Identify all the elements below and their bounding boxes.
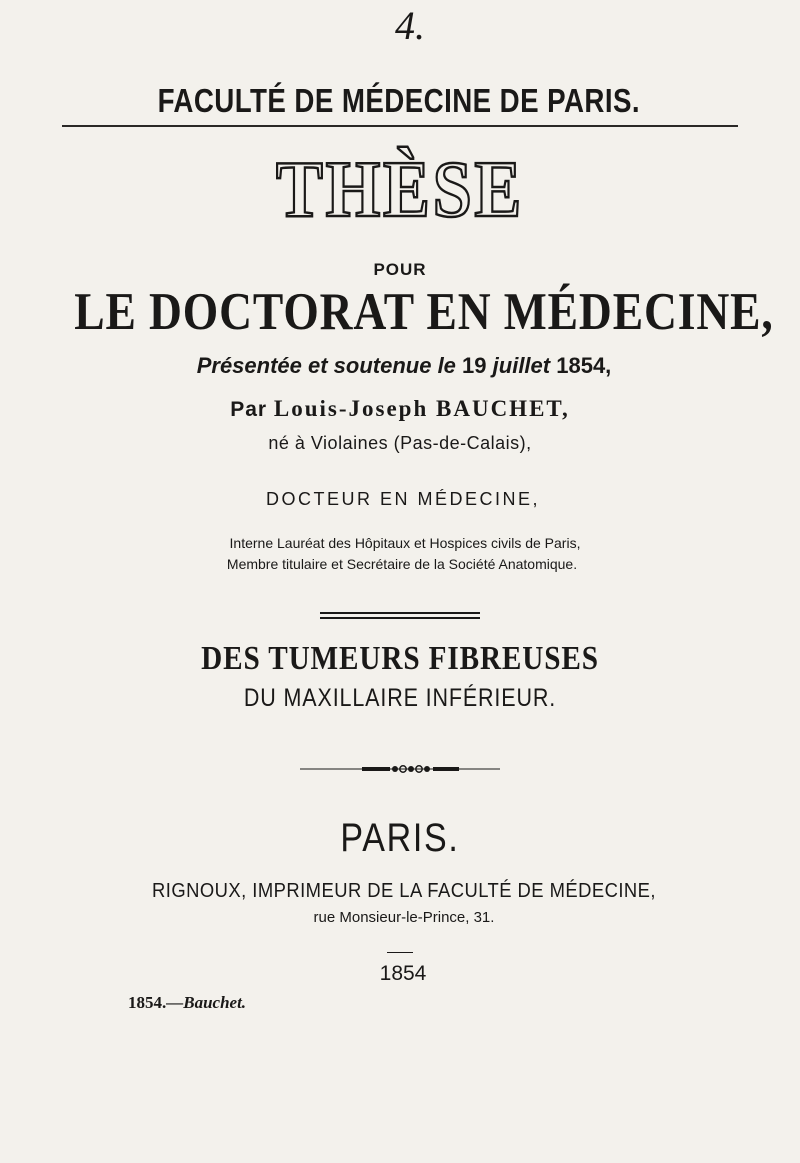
printer-address: rue Monsieur-le-Prince, 31. [313, 909, 495, 926]
credentials-line-2: Membre titulaire et Secrétaire de la Société Anatomique. [226, 556, 578, 572]
double-rule-upper [320, 612, 480, 614]
catalog-note [128, 993, 246, 1013]
catalog-note-name: Bauchet. [183, 993, 247, 1012]
presentation-year: 1854, [556, 353, 612, 378]
ornament-bar-right [433, 767, 459, 771]
ornament-dot-3 [408, 766, 414, 772]
presentation-month: juillet [492, 353, 551, 378]
handwritten-mark: 4. [395, 3, 425, 48]
ornament-rule [300, 764, 500, 774]
author-par: Par [230, 398, 268, 421]
presentation-day: 19 [462, 353, 487, 378]
printer-name: RIGNOUX, IMPRIMEUR DE LA FACULTÉ DE MÉDECINE, [152, 880, 656, 902]
ornament-dot-5 [424, 766, 430, 772]
top-rule [62, 125, 738, 127]
pour-label: POUR [373, 260, 427, 279]
ornament-bar-left [362, 767, 390, 771]
faculty-heading: FACULTÉ DE MÉDECINE DE PARIS. [157, 82, 641, 119]
author-line [0, 396, 800, 422]
degree-heading: LE DOCTORAT EN MÉDECINE, [74, 283, 774, 341]
credentials-line-1: Interne Lauréat des Hôpitaux et Hospices civils de Paris, [229, 535, 581, 551]
thesis-title: THÈSE [276, 146, 524, 234]
subject-line-1: DES TUMEURS FIBREUSES [201, 640, 599, 677]
author-name: Louis-Joseph BAUCHET, [273, 396, 570, 421]
catalog-note-dash: — [166, 993, 184, 1012]
short-rule [387, 952, 413, 953]
city-heading: PARIS. [340, 816, 460, 860]
double-rule-lower [320, 617, 480, 619]
subject-line-2: DU MAXILLAIRE INFÉRIEUR. [243, 684, 557, 712]
catalog-note-year: 1854. [128, 993, 167, 1012]
presentation-prefix: Présentée et soutenue le [196, 353, 456, 378]
doctor-title: DOCTEUR EN MÉDECINE, [265, 489, 540, 509]
presentation-line [4, 353, 800, 379]
ornament-dot-1 [392, 766, 398, 772]
publication-year: 1854 [379, 962, 427, 985]
birthplace-line: né à Violaines (Pas-de-Calais), [268, 433, 532, 453]
